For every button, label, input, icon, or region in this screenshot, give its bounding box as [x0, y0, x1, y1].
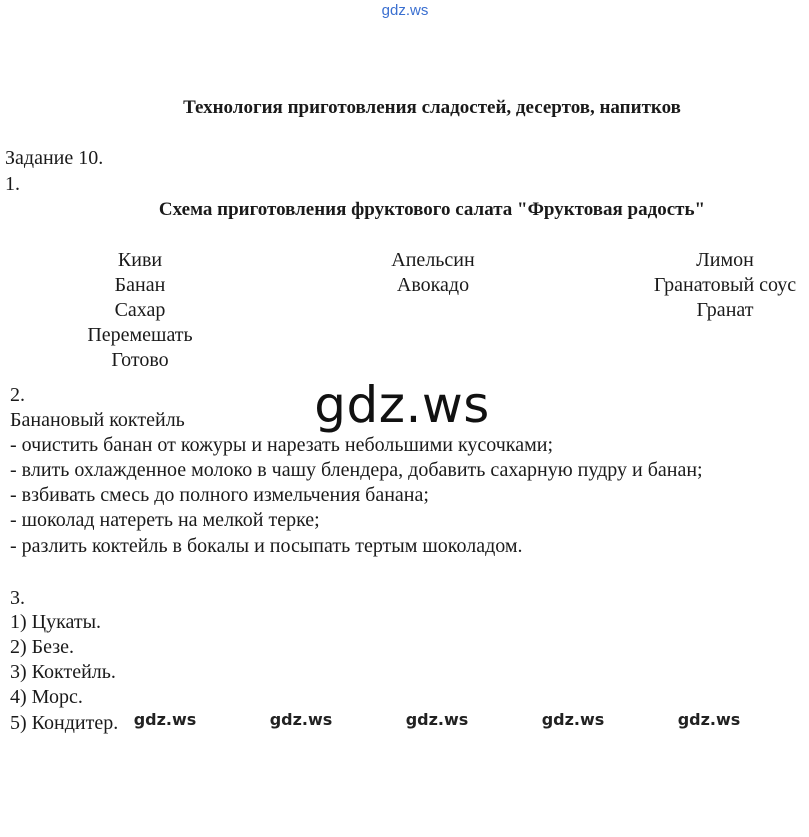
center-watermark: gdz.ws — [314, 376, 490, 434]
ingredient-sugar: Сахар — [114, 299, 166, 321]
answer-item: 1) Цукаты. — [10, 611, 102, 633]
ingredient-avocado: Авокадо — [396, 274, 470, 296]
document-title: Технология приготовления сладостей, десертов, напитков — [183, 97, 681, 118]
bottom-watermark: gdz.ws — [133, 710, 197, 729]
top-watermark: gdz.ws — [381, 2, 429, 19]
ingredient-kiwi: Киви — [117, 249, 163, 271]
ingredient-lemon: Лимон — [696, 249, 754, 271]
part3-number: 3. — [10, 587, 25, 609]
answer-item: 3) Коктейль. — [10, 661, 116, 683]
ingredient-orange: Апельсин — [391, 249, 475, 271]
part2-number: 2. — [10, 384, 25, 406]
salad-scheme-title: Схема приготовления фруктового салата "Фруктовая радость" — [158, 199, 706, 220]
recipe-step: - влить охлажденное молоко в чашу блендера, добавить сахарную пудру и банан; — [10, 459, 703, 481]
recipe-title: Банановый коктейль — [10, 409, 185, 431]
recipe-step: - взбивать смесь до полного измельчения банана; — [10, 484, 429, 506]
task-label: Задание 10. — [5, 147, 104, 169]
ingredient-banana: Банан — [114, 274, 166, 296]
recipe-step: - очистить банан от кожуры и нарезать небольшими кусочками; — [10, 434, 553, 456]
step-mix: Перемешать — [87, 324, 193, 346]
step-done: Готово — [111, 349, 169, 371]
bottom-watermark: gdz.ws — [405, 710, 469, 729]
recipe-step: - разлить коктейль в бокалы и посыпать тертым шоколадом. — [10, 535, 523, 557]
recipe-step: - шоколад натереть на мелкой терке; — [10, 509, 320, 531]
ingredient-pomegranate: Гранат — [696, 299, 754, 321]
ingredient-pomegranate-sauce: Гранатовый соус — [653, 274, 797, 296]
bottom-watermark: gdz.ws — [677, 710, 741, 729]
answer-item: 4) Морс. — [10, 686, 83, 708]
answer-item: 2) Безе. — [10, 636, 75, 658]
part1-number: 1. — [5, 173, 20, 195]
answer-item: 5) Кондитер. — [10, 712, 119, 734]
bottom-watermark: gdz.ws — [269, 710, 333, 729]
bottom-watermark: gdz.ws — [541, 710, 605, 729]
